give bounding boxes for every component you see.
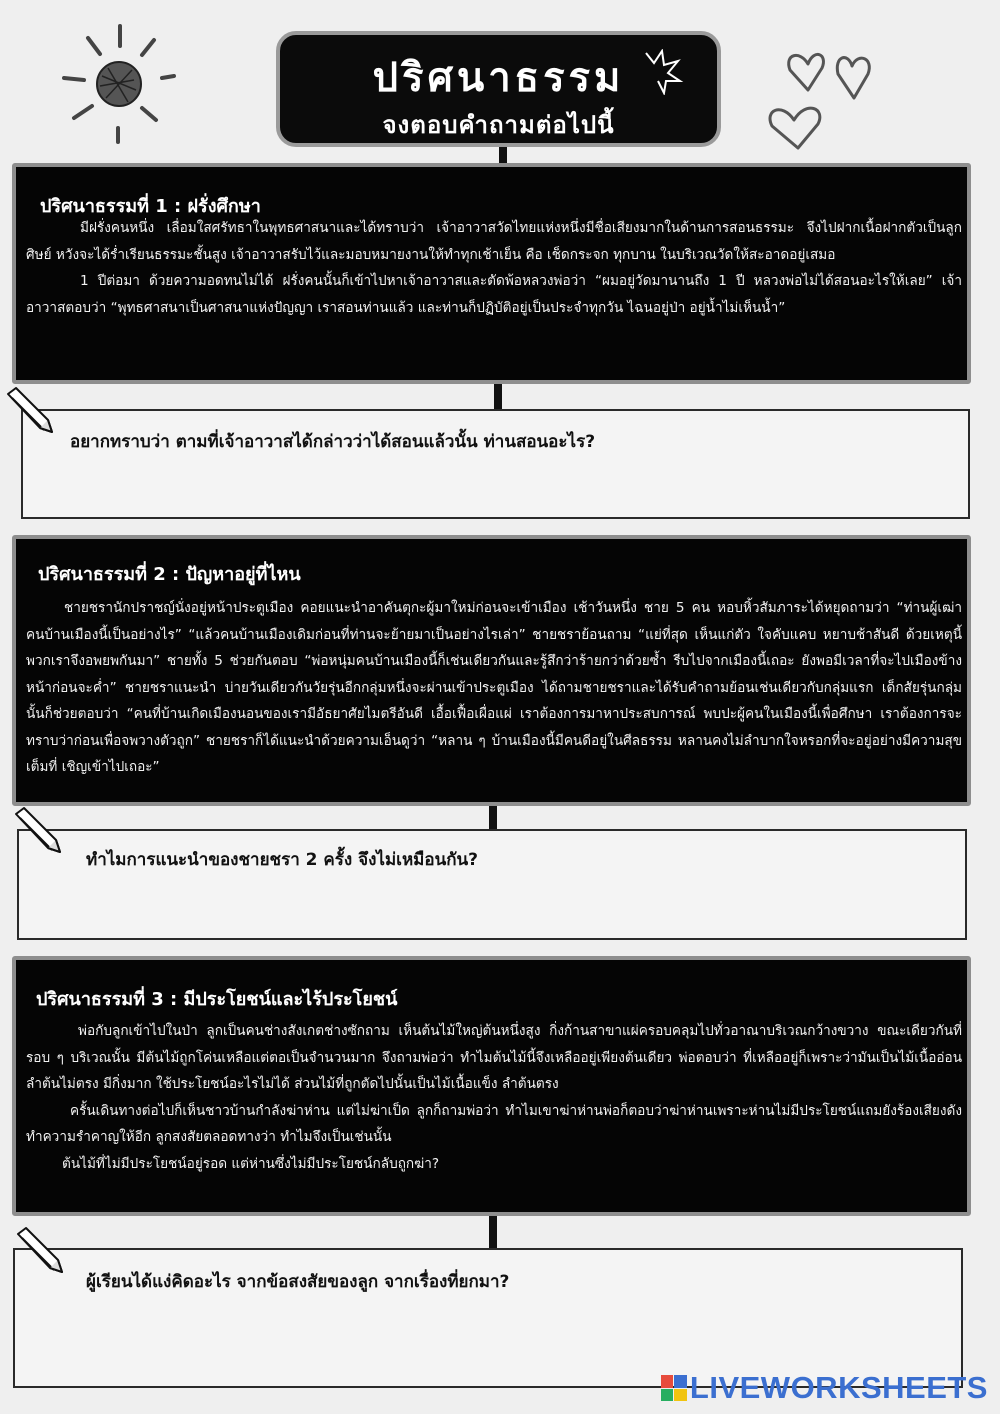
connector-line xyxy=(489,1212,497,1250)
story-heading-1: ปริศนาธรรมที่ 1 : ฝรั่งศึกษา xyxy=(40,196,261,217)
story-paragraph: ครั้นเดินทางต่อไปก็เห็นชาวบ้านกำลังฆ่าห่าน แต่ไม่ฆ่าเป็ด ลูกก็ถามพ่อว่า ทำไมเขาฆ่าห่านพ่อก็ตอบว่าฆ่าห่านเพราะห่านไม่มีประโยชน์แถมยังร้องเสียงดัง ทำความรำคาญให้อีก ลูกสงสัยตลอดทางว่า ทำไมจึงเป็นเช่นนั้น xyxy=(26,1102,962,1145)
hearts-icon xyxy=(760,16,880,156)
connector-line xyxy=(489,802,497,832)
story-paragraph: มีฝรั่งคนหนึ่ง เลื่อมใสศรัทธาในพุทธศาสนาและได้ทราบว่า เจ้าอาวาสวัดไทยแห่งหนึ่งมีชื่อเสียงมากในด้านการสอนธรรมะ จึงไปฝากเนื้อฝากตัวเป็นลูกศิษย์ หวังจะได้ร่ำเรียนธรรมะชั้นสูง เจ้าอาวาสรับไว้และมอบหมายงานให้ทำทุกเช้าเย็น คือ เช็ดกระจก ทุกบาน ในบริเวณวัดให้สะอาดอยู่เสมอ xyxy=(26,220,962,263)
connector-line xyxy=(494,381,502,411)
story-text-3 xyxy=(26,1018,962,1177)
pencil-icon xyxy=(12,806,70,854)
question-2: ทำไมการแนะนำของชายชรา 2 ครั้ง จึงไม่เหมือนกัน? xyxy=(86,850,478,870)
story-text-2 xyxy=(26,595,962,781)
story-heading-3: ปริศนาธรรมที่ 3 : มีประโยชน์และไร้ประโยชน์ xyxy=(36,989,398,1010)
story-card-1 xyxy=(12,163,971,384)
question-3: ผู้เรียนได้แง่คิดอะไร จากข้อสงสัยของลูก จากเรื่องที่ยกมา? xyxy=(86,1272,510,1292)
question-1: อยากทราบว่า ตามที่เจ้าอาวาสได้กล่าวว่าได้สอนแล้วนั้น ท่านสอนอะไร? xyxy=(70,432,596,452)
title-banner xyxy=(276,31,721,147)
story-paragraph: ต้นไม้ที่ไม่มีประโยชน์อยู่รอด แต่ห่านซึ่งไม่มีประโยชน์กลับถูกฆ่า? xyxy=(62,1155,440,1172)
story-paragraph: 1 ปีต่อมา ด้วยความอดทนไม่ได้ ฝรั่งคนนั้นก็เข้าไปหาเจ้าอาวาสและตัดพ้อหลวงพ่อว่า “ผมอยู่วัดมานานถึง 1 ปี หลวงพ่อไม่ได้สอนอะไรให้เลย” เจ้าอาวาสตอบว่า “พุทธศาสนาเป็นศาสนาแห่งปัญญา เราสอนท่านแล้ว และท่านก็ปฏิบัติอยู่เป็นประจำทุกวัน ไฉนอยู่ป่า อยู่น้ำไม่เห็นน้ำ” xyxy=(26,273,962,316)
liveworksheets-logo xyxy=(661,1370,988,1406)
sun-icon xyxy=(58,20,178,150)
liveworksheets-icon xyxy=(661,1375,687,1401)
pencil-icon xyxy=(4,386,62,434)
watermark-text: LIVEWORKSHEETS xyxy=(689,1370,988,1405)
story-paragraph: พ่อกับลูกเข้าไปในป่า ลูกเป็นคนช่างสังเกตช่างซักถาม เห็นต้นไม้ใหญ่ต้นหนึ่งสูง กิ่งก้านสาขาแผ่ครอบคลุมไปทั่วอาณาบริเวณกว้างขวาง ขณะเดียวกันที่รอบ ๆ บริเวณนั้น มีต้นไม้ถูกโค่นเหลือแต่ตอเป็นจำนวนมาก จึงถามพ่อว่า ทำไมต้นไม้นี้จึงเหลืออยู่เพียงต้นเดียว พ่อตอบว่า ที่เหลืออยู่ก็เพราะว่ามันเป็นไม้เนื้ออ่อน ลำต้นไม่ตรง มีกิ่งมาก ใช้ประโยชน์อะไรไม่ได้ ส่วนไม้ที่ถูกตัดไปนั้นเป็นไม้เนื้อแข็ง ลำต้นตรง xyxy=(26,1023,962,1092)
story-card-3 xyxy=(12,956,971,1216)
page-subtitle: จงตอบคำถามต่อไปนี้ xyxy=(382,111,615,139)
story-text-1 xyxy=(26,215,962,321)
story-paragraph: ชายชรานักปราชญ์นั่งอยู่หน้าประตูเมือง คอยแนะนำอาคันตุกะผู้มาใหม่ก่อนจะเข้าเมือง เช้าวันหนึ่ง ชาย 5 คน หอบหิ้วสัมภาระได้หยุดถามว่า “ท่านผู้เฒ่า คนบ้านเมืองนี้เป็นอย่างไร” “แล้วคนบ้านเมืองเดิมก่อนที่ท่านจะย้ายมาเป็นอย่างไรเล่า” ชายชราย้อนถาม “แย่ที่สุด เห็นแก่ตัว ใจคับแคบ หยาบช้าสันดี ด้วยเหตุนี้ พวกเราจึงอพยพกันมา” ชายทั้ง 5 ช่วยกันตอบ “พ่อหนุ่มคนบ้านเมืองนี้ก็เช่นเดียวกันและรู้สึกว่าร้ายกว่าด้วยซ้ำ รีบไปจากเมืองนี้เถอะ ยังพอมีเวลาที่จะไปเมืองข้างหน้าก่อนจะค่ำ” ชายชราแนะนำ บ่ายวันเดียวกันวัยรุ่นอีกกลุ่มหนึ่งจะผ่านเข้าประตูเมือง ได้ถามชายชราและได้รับคำถามย้อนเช่นเดียวกับกลุ่มแรก เด็กสัยรุ่นกลุ่มนั้นก็ช่วยตอบว่า “คนที่บ้านเกิดเมืองนอนของเรามีอัธยาศัยไมตรีอันดี เอื้อเฟื้อเผื่อแผ่ เราต้องการมาหาประสบการณ์ พบปะผู้คนในเมืองนี้เพื่อศึกษา เราต้องการจะทราบว่าก่อนเพื่อจพวางตัวถูก” ชายชราก็ได้แนะนำด้วยความเอ็นดูว่า “หลาน ๆ บ้านเมืองนี้มีคนดีอยู่ในศีลธรรม หลานคงไม่ลำบากใจหรอกที่จะอยู่อย่างมีความสุขเต็มที่ เชิญเข้าไปเถอะ” xyxy=(26,600,962,775)
pencil-icon xyxy=(14,1226,72,1274)
story-heading-2: ปริศนาธรรมที่ 2 : ปัญหาอยู่ที่ไหน xyxy=(38,564,301,585)
burst-icon xyxy=(640,49,684,95)
story-card-2 xyxy=(12,535,971,806)
answer-box-1[interactable] xyxy=(21,409,970,519)
page-title: ปริศนาธรรม xyxy=(372,55,625,101)
